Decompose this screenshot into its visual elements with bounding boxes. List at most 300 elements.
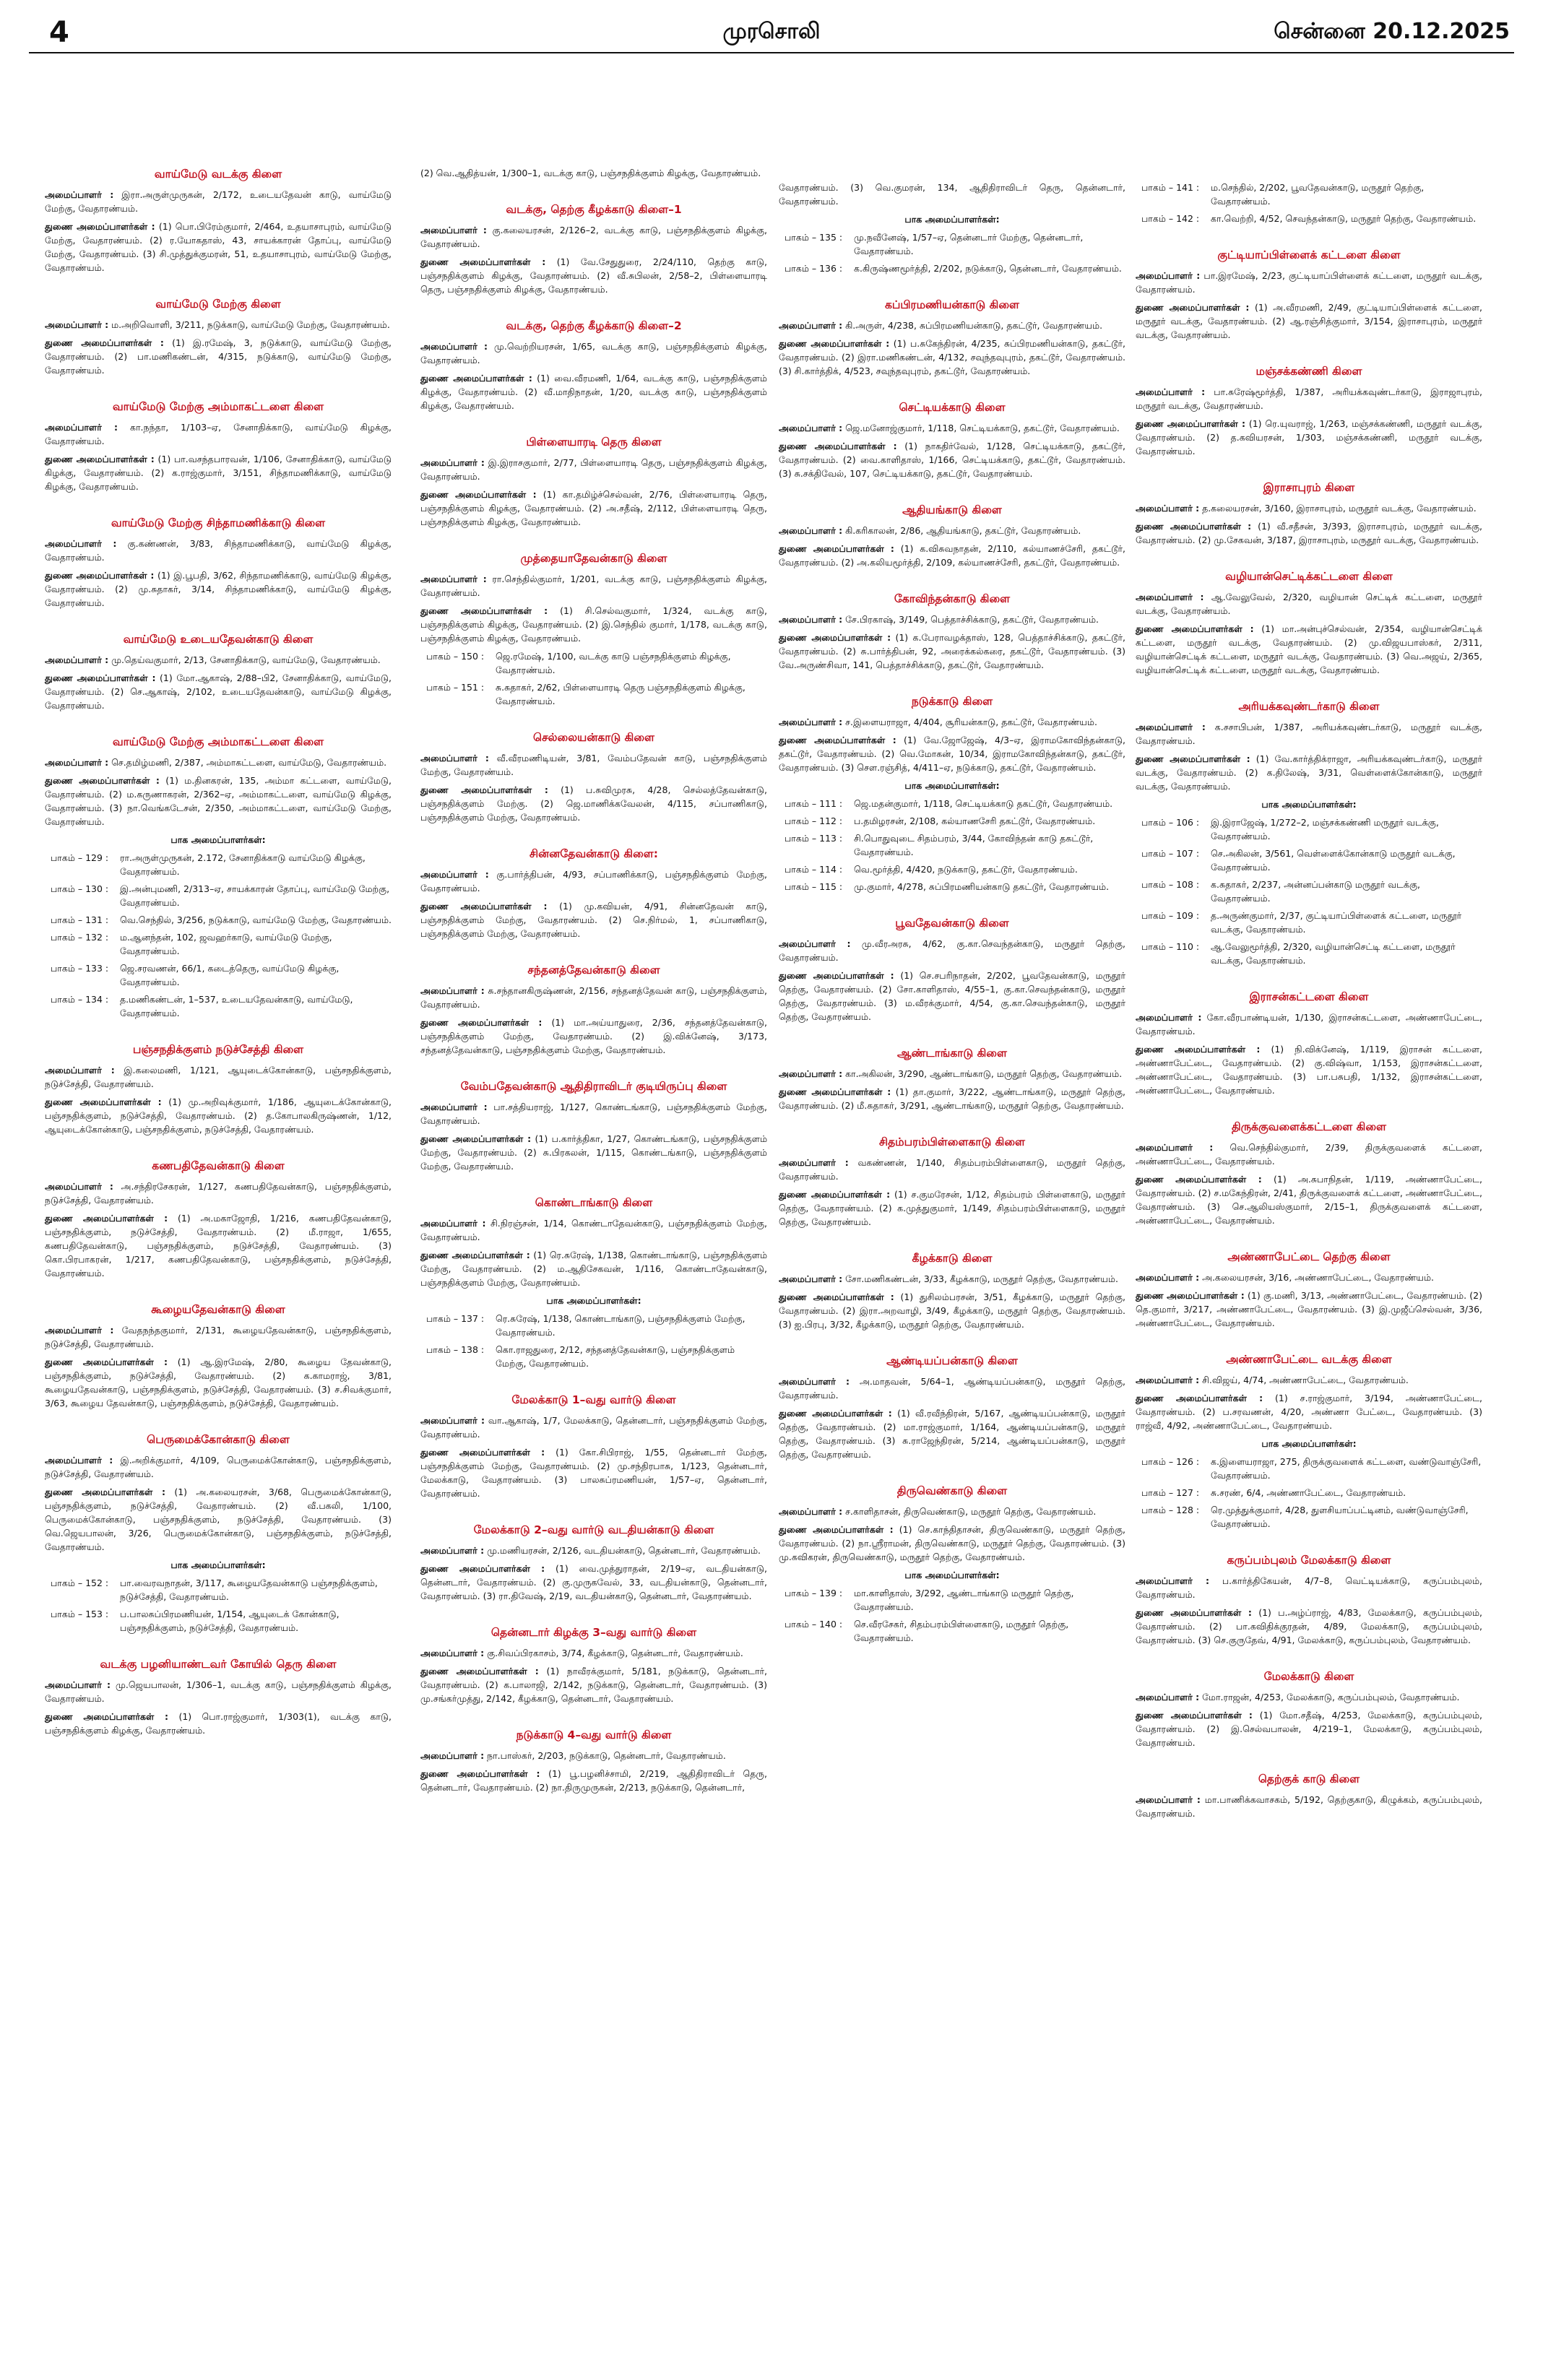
booth-heading: பாக அமைப்பாளர்கள்: [904, 780, 1000, 791]
booth-heading: பாக அமைப்பாளர்கள்: [904, 1570, 1000, 1580]
dateline: சென்னை 20.12.2025 [1274, 19, 1510, 44]
entry-label: துணை அமைப்பாளர்கள் : [45, 221, 155, 232]
branch-block [420, 1392, 767, 1500]
entry-text: (1) மு.கவியன், 4/91, சின்னதேவன் காடு, பஞ்சநதிக்குளம் மேற்கு, வேதாரண்யம். (2) செ.நிர்மல், 1, சப்பாணிகாடு, பஞ்சநதிக்குளம் மேற்கு, வேதாரண்யம். [420, 901, 767, 939]
entry-paragraph [1136, 1574, 1482, 1601]
branch-block [45, 166, 392, 274]
entry-text: (1) இ.ரமேஷ், 3, நடுக்காடு, வாய்மேடு மேற்கு, வேதாரண்யம். (2) பா.மணிகண்டன், 4/315, நடுக்காடு, வாய்மேடு மேற்கு, வேதாரண்யம். [45, 337, 392, 376]
entry-label: துணை அமைப்பாளர்கள் : [420, 1250, 530, 1260]
entry-text: இ.இராசகுமார், 2/77, பிள்ளையாரடி தெரு, பஞ்சநதிக்குளம் கிழக்கு, வேதாரண்யம். [420, 457, 767, 482]
entry-label: துணை அமைப்பாளர்கள் : [1136, 1174, 1262, 1185]
entry-text: பா.சுரேஷ்மூர்த்தி, 1/387, அரியக்கவுண்டர்காடு, இராஜாபுரம், மருதூர் வடக்கு, வேதாரண்யம். [1136, 386, 1482, 411]
entry-paragraph [45, 568, 392, 610]
entry-paragraph [420, 899, 767, 940]
booth-number: பாகம் – 126 : [1141, 1456, 1200, 1467]
entry-label: துணை அமைப்பாளர்கள் : [1136, 1710, 1253, 1721]
entry-text: க.சசாபிபன், 1/387, அரியக்கவுண்டர்காடு, மருதூர் வடக்கு, வேதாரண்யம். [1136, 722, 1482, 746]
booth-person: ரா.அருள்முருகன், 2.172, சேனாதிக்காடு வாய்மேடு கிழக்கு, வேதாரண்யம். [120, 852, 366, 877]
entry-text: (1) நி.விக்னேஷ், 1/119, இராசன் கட்டளை, அண்ணாபேட்டை, வேதாரண்யம். (2) கு.விஷ்வா, 1/153, இராசன்கட்டளை, அண்ணாபேட்டை, வேதாரண்யம். (3) பா.பசுபதி, 1/132, இராசன்கட்டளை, அண்ணாபேட்டை, வேதாரண்யம். [1136, 1044, 1482, 1096]
entry-text: சி.விஜய், 4/74, அண்ணாபேட்டை, வேதாரண்யம். [1202, 1375, 1409, 1385]
booth-row [1136, 181, 1482, 208]
entry-label: அமைப்பாளர் : [45, 538, 117, 549]
entry-paragraph [779, 733, 1125, 774]
entry-label: அமைப்பாளர் : [1136, 503, 1200, 514]
entry-label: அமைப்பாளர் : [1136, 1012, 1202, 1023]
entry-label: அமைப்பாளர் : [420, 985, 485, 996]
entry-paragraph [779, 181, 1125, 208]
entry-text: பா.சத்தியராஜ், 1/127, கொண்டங்காடு, பஞ்சநதிக்குளம் மேற்கு, வேதாரண்யம். [420, 1102, 767, 1126]
entry-label: துணை அமைப்பாளர்கள் : [1136, 302, 1250, 313]
branch-block [45, 296, 392, 377]
entry-text: இ.அறிக்குமார், 4/109, பெருமைக்கோன்காடு, பஞ்சநதிக்குளம், நடுச்சேத்தி, வேதாரண்யம். [45, 1455, 392, 1479]
entry-paragraph [1136, 622, 1482, 677]
entry-text: இரா.அருள்முருகன், 2/172, உடையதேவன் காடு, வாய்மேடு மேற்கு, வேதாரண்யம். [45, 189, 392, 214]
entry-paragraph [1136, 1793, 1482, 1820]
entry-label: அமைப்பாளர் : [45, 757, 109, 768]
entry-text: (1) கு.மணி, 3/13, அண்ணாபேட்டை, வேதாரண்யம். (2) தெ.குமார், 3/217, அண்ணாபேட்டை, வேதாரண்யம். (3) இ.முஜீப்செல்வன், 3/36, அண்ணாபேட்டை, வேதாரண்யம். [1136, 1290, 1482, 1328]
entry-label: அமைப்பாளர் : [420, 869, 489, 880]
entry-label: துணை அமைப்பாளர்கள் : [420, 373, 532, 384]
entry-text: செ.தமிழ்மணி, 2/387, அம்மாகட்டளை, வாய்மேடு, வேதாரண்யம். [111, 757, 387, 768]
booth-person: க.சுதாகர், 2/237, அன்னப்பன்காடு மருதூர் வடக்கு, வேதாரண்யம். [1211, 879, 1420, 904]
branch-block [1136, 568, 1482, 677]
booth-row [45, 961, 392, 989]
entry-paragraph [420, 1646, 767, 1660]
branch-block [1136, 698, 1482, 967]
entry-paragraph [420, 488, 767, 529]
entry-paragraph [1136, 1011, 1482, 1038]
entry-text: (1) ப.சுவிமுரசு, 4/28, செல்லத்தேவன்காடு, பஞ்சநதிக்குளம் மேற்கு. (2) ஜெ.மாணிக்கவேலன், 4/115, சப்பாணிகாடு, பஞ்சநதிக்குளம் மேற்கு, வேதாரண்யம். [420, 784, 767, 823]
booth-number: பாகம் – 115 : [785, 881, 843, 892]
entry-paragraph [779, 613, 1125, 626]
booth-number: பாகம் – 108 : [1141, 879, 1200, 890]
entry-text: (2) வெ.ஆதித்யன், 1/300–1, வடக்கு காடு, பஞ்சநதிக்குளம் கிழக்கு, வேதாரண்யம். [420, 168, 761, 178]
entry-paragraph [779, 1523, 1125, 1564]
entry-label: துணை அமைப்பாளர்கள் : [1136, 1044, 1261, 1055]
booth-person: ஜெ.ரமேஷ், 1/100, வடக்கு காடு பஞ்சநதிக்குளம் கிழக்கு, வேதாரண்யம். [496, 651, 731, 675]
entry-text: கு.பார்த்திபன், 4/93, சப்பாணிக்காடு, பஞ்சநதிக்குளம் மேற்கு, வேதாரண்யம். [420, 869, 767, 893]
booth-person: ம.செந்தில், 2/202, பூவதேவன்காடு, மருதூர் தெற்கு, வேதாரண்யம். [1211, 182, 1425, 207]
entry-text: சே.பிரகாஷ், 3/149, பெத்தாச்சிக்காடு, தகட்டூர், வேதாரண்யம். [845, 614, 1099, 625]
booth-number: பாகம் – 107 : [1141, 848, 1200, 859]
booth-heading: பாக அமைப்பாளர்கள்: [546, 1295, 641, 1306]
entry-label: அமைப்பாளர் : [45, 1325, 114, 1336]
branch-heading: திருக்குவளைக்கட்டளை கிளை [1231, 1120, 1387, 1133]
booth-row [420, 1343, 767, 1370]
branch-heading: மேலக்காடு 1–வது வார்டு கிளை [511, 1393, 676, 1406]
entry-paragraph [420, 166, 767, 180]
entry-label: துணை அமைப்பாளர்கள் : [420, 901, 548, 912]
booth-row [45, 992, 392, 1020]
branch-heading: செல்லையன்காடு கிளை [533, 731, 654, 744]
branch-heading: வாய்மேடு வடக்கு கிளை [154, 168, 282, 181]
booth-row [779, 261, 1125, 275]
branch-block [45, 1302, 392, 1410]
header-rule [29, 52, 1514, 53]
entry-label: அமைப்பாளர் : [420, 574, 487, 584]
booth-person: ரெ.சுரேஷ், 1/138, கொண்டாங்காடு, பஞ்சநதிக்குளம் மேற்கு, வேதாரண்யம். [496, 1313, 745, 1338]
branch-block [45, 1656, 392, 1737]
booth-person: ம.ஆனந்தன், 102, ஜவஹர்காடு, வாய்மேடு மேற்கு, வேதாரண்யம். [120, 932, 332, 956]
branch-heading: இராசன்கட்டளை கிளை [1249, 990, 1369, 1003]
entry-text: (1) வே.கார்த்திக்ராஜா, அரியக்கவுண்டர்காடு, மருதூர் வடக்கு, வேதாரண்யம். (2) க.திலேஷ், 3/31, வெள்ளைக்கோன்காடு, மருதூர் வடக்கு, வேதாரண்யம். [1136, 753, 1482, 792]
booth-row [45, 913, 392, 927]
booth-number: பாகம் – 134 : [51, 994, 109, 1005]
entry-paragraph [45, 537, 392, 564]
branch-heading: கப்பிரமணியன்காடு கிளை [884, 298, 1020, 311]
branch-heading: தெற்குக் காடு கிளை [1258, 1773, 1360, 1786]
entry-label: அமைப்பாளர் : [779, 717, 843, 727]
entry-label: அமைப்பாளர் : [779, 423, 843, 433]
entry-paragraph [420, 783, 767, 824]
entry-label: துணை அமைப்பாளர்கள் : [779, 441, 897, 451]
booth-number: பாகம் – 113 : [785, 833, 843, 844]
booth-number: பாகம் – 127 : [1141, 1487, 1200, 1498]
entry-paragraph [779, 1067, 1125, 1081]
entry-label: துணை அமைப்பாளர்கள் : [779, 1189, 891, 1200]
entry-text: மோ.ராஜன், 4/253, மேலக்காடு, கருப்பம்புலம், வேதாரண்யம். [1202, 1692, 1460, 1702]
booth-row [420, 649, 767, 677]
entry-label: அமைப்பாளர் : [1136, 1142, 1214, 1153]
entry-paragraph [779, 1187, 1125, 1229]
entry-label: துணை அமைப்பாளர்கள் : [45, 1711, 169, 1722]
booth-row [779, 1586, 1125, 1614]
booth-row [45, 1576, 392, 1604]
branch-block [1136, 181, 1482, 225]
booth-number: பாகம் – 150 : [426, 651, 485, 662]
entry-text: இ.கலைமணி, 1/121, ஆயுடைக்கோன்காடு, பஞ்சநதிக்குளம், நடுச்சேத்தி, வேதாரண்யம். [45, 1065, 392, 1089]
booth-person: ஜெ.சரவணன், 66/1, கடைத்தெரு, வாய்மேடு கிழக்கு, வேதாரண்யம். [120, 963, 340, 987]
booth-person: க.இளையராஜா, 275, திருக்குவளைக் கட்டளை, வண்டுவாஞ்சேரி, வேதாரண்யம். [1211, 1456, 1482, 1481]
entry-paragraph [45, 1710, 392, 1737]
booth-number: பாகம் – 130 : [51, 883, 109, 894]
entry-paragraph [420, 1216, 767, 1244]
branch-block [1136, 989, 1482, 1097]
booth-person: கொ.ராஜதுரை, 2/12, சந்தனத்தேவன்காடு, பஞ்சநதிக்குளம் மேற்கு, வேதாரண்யம். [496, 1344, 735, 1369]
booth-row [1136, 1486, 1482, 1500]
branch-block [420, 202, 767, 296]
branch-block [1136, 1552, 1482, 1647]
entry-label: அமைப்பாளர் : [45, 1065, 115, 1076]
branch-heading: பெருமைக்கோன்காடு கிளை [147, 1433, 290, 1446]
entry-text: (1) ச.ராஜ்குமார், 3/194, அண்ணாபேட்டை, வேதாரண்யம். (2) ப.சரவணன், 4/20, அண்ணா பேட்டை, வேதாரண்யம். (3) ராஜ்வீ, 4/92, அண்ணாபேட்டை, வேதாரண்யம். [1136, 1393, 1482, 1431]
booth-person: வெ.செந்தில், 3/256, நடுக்காடு, வாய்மேடு மேற்கு, வேதாரண்யம். [120, 914, 392, 925]
entry-label: துணை அமைப்பாளர்கள் : [45, 570, 155, 581]
branch-block [779, 1353, 1125, 1461]
entry-paragraph [420, 1016, 767, 1057]
booth-number: பாகம் – 110 : [1141, 941, 1200, 952]
booth-person: ரெ.முத்துக்குமார், 4/28, துளசியாப்பட்டினம், வண்டுவாஞ்சேரி, வேதாரண்யம். [1211, 1505, 1469, 1529]
branch-heading: நடுக்காடு கிளை [911, 695, 993, 708]
entry-paragraph [420, 1132, 767, 1173]
entry-text: ப.கார்த்திகேயன், 4/7–8, வெட்டியக்காடு, கருப்பம்புலம், வேதாரண்யம். [1136, 1575, 1482, 1600]
entry-text: (1) வை.முத்துராதன், 2/19–ஏ, வடதியன்காடு, தென்னடார், வேதாரண்யம். (2) கு.முருகவேல், 33, வடதியன்காடு, தென்னடார், வேதாரண்யம். (3) ரா.திவேஷ், 2/19, வடதியன்காடு, தென்னடார், வேதாரண்யம். [420, 1563, 767, 1601]
entry-paragraph [45, 774, 392, 828]
entry-label: துணை அமைப்பாளர்கள் : [420, 1133, 532, 1144]
entry-label: துணை அமைப்பாளர்கள் : [45, 1096, 162, 1107]
entry-label: துணை அமைப்பாளர்கள் : [1136, 418, 1245, 429]
entry-paragraph [420, 1562, 767, 1603]
entry-paragraph [1136, 1708, 1482, 1749]
entry-text: (1) வே.சேதுதுரை, 2/24/110, தெற்கு காடு, பஞ்சநதிக்குளம் கிழக்கு, வேதாரண்யம். (2) வீ.சுபிலன், 2/58–2, பிள்ளையாரடி தெரு, பஞ்சநதிக்குளம் கிழக்கு, வேதாரண்யம். [420, 256, 767, 295]
entry-text: ச.இளையராஜா, 4/404, சூரியன்காடு, தகட்டூர், வேதாரண்யம். [845, 717, 1097, 727]
booth-number: பாகம் – 151 : [426, 682, 485, 693]
booth-person: சு.சுதாகர், 2/62, பிள்ளையாரடி தெரு பஞ்சநதிக்குளம் கிழக்கு, வேதாரண்யம். [496, 682, 745, 706]
branch-block [779, 1483, 1125, 1645]
entry-label: துணை அமைப்பாளர்கள் : [779, 1408, 892, 1419]
branch-block [420, 846, 767, 940]
booth-row [779, 880, 1125, 893]
column-2 [420, 166, 767, 1816]
entry-text: (1) அ.வீரமணி, 2/49, குட்டியாப்பிள்ளைக் கட்டளை, மருதூர் வடக்கு, வேதாரண்யம். (2) ஆ.ரஞ்சித்குமார், 3/154, இராசாபுரம், மருதூர் வடக்கு, வேதாரண்யம். [1136, 302, 1482, 340]
entry-paragraph [420, 255, 767, 296]
entry-label: அமைப்பாளர் : [420, 1648, 485, 1658]
entry-paragraph [779, 542, 1125, 569]
entry-text: (1) மோ.சதீஷ், 4/253, மேலக்காடு, கருப்பம்புலம், வேதாரண்யம். (2) இ.செல்வபாலன், 4/219–1, மேலக்காடு, கருப்பம்புலம், வேதாரண்யம். [1136, 1710, 1482, 1748]
entry-label: அமைப்பாளர் : [779, 525, 843, 536]
booth-person: இ.இராஜேஷ், 1/272–2, மஞ்சக்கண்ணி மருதூர் வடக்கு, வேதாரண்யம். [1211, 817, 1439, 841]
branch-block [420, 1195, 767, 1370]
booth-row [1136, 940, 1482, 967]
entry-text: (1) மா.அன்புச்செல்வன், 2/354, வழியான்செட்டிக் கட்டளை, மருதூர் வடக்கு, வேதாரண்யம். (2) மு.விஜயபாஸ்கர், 2/311, வழியான்செட்டிக் கட்டளை, மருதூர் வடக்கு, வேதாரண்யம். (3) வெ.அஜய், 2/365, வழியான்செட்டிக் கட்டளை, மருதூர் வடக்கு, வேதாரண்யம். [1136, 623, 1482, 675]
entry-text: வா.ஆகாஷ், 1/7, மேலக்காடு, தென்னடார், பஞ்சநதிக்குளம் மேற்கு, வேதாரண்யம். [420, 1415, 768, 1440]
booth-person: வெ.மூர்த்தி, 4/420, நடுக்காடு, தகட்டூர், வேதாரண்யம். [854, 864, 1078, 875]
branch-heading: சந்தனத்தேவன்காடு கிளை [527, 964, 660, 977]
branch-heading: இராசாபுரம் கிளை [1263, 481, 1355, 494]
booth-number: பாகம் – 129 : [51, 852, 109, 863]
entry-text: (1) சி.செல்வகுமார், 1/324, வடக்கு காடு, பஞ்சநதிக்குளம் கிழக்கு, வேதாரண்யம். (2) இ.செந்தில் குமார், 1/178, வடக்கு காடு, பஞ்சநதிக்குளம் கிழக்கு, வேதாரண்யம். [420, 605, 768, 644]
entry-text: (1) வீ.சதீசன், 3/393, இராசாபுரம், மருதூர் வடக்கு, வேதாரண்யம். (2) மு.சேகவன், 3/187, இராசாபுரம், மருதூர் வடக்கு, வேதாரண்யம். [1136, 521, 1482, 545]
entry-text: (1) பொ.பிரேம்குமார், 2/464, உதயாசாபுரம், வாய்மேடு மேற்கு, வேதாரண்யம். (2) ர.யோகதாஸ், 43, சாயக்காரன் தோப்பு, வாய்மேடு மேற்கு, வேதாரண்யம். (3) சி.முத்துக்குமரன், 51, உதயாசாபுரம், வாய்மேடு மேற்கு, வேதாரண்யம். [45, 221, 392, 273]
branch-block [1136, 480, 1482, 547]
entry-paragraph [779, 1505, 1125, 1518]
column-1 [45, 166, 392, 1759]
entry-text: (1) ஆ.இரமேஷ், 2/80, கூழைய தேவன்காடு, பஞ்சநதிக்குளம், நடுச்சேத்தி, வேதாரண்யம். (2) க.காமராஜ், 3/81, கூழையதேவன்காடு, பஞ்சநதிக்குளம், நடுச்சேத்தி, வேதாரண்யம். (3) ச.சிவக்குமார், 3/63, கூழைய தேவன்காடு, பஞ்சநதிக்குளம், நடுச்சேத்தி, வேதாரண்யம். [45, 1356, 392, 1408]
entry-label: அமைப்பாளர் : [1136, 270, 1201, 281]
entry-label: அமைப்பாளர் : [45, 319, 109, 330]
entry-label: அமைப்பாளர் : [779, 320, 843, 331]
branch-block [45, 631, 392, 712]
booth-person: இ.அன்புமணி, 2/313–ஏ, சாயக்காரன் தோப்பு, வாய்மேடு மேற்கு, வேதாரண்யம். [120, 883, 390, 908]
entry-text: ரா.செந்தில்குமார், 1/201, வடக்கு காடு, பஞ்சநதிக்குளம் கிழக்கு, வேதாரண்யம். [420, 574, 767, 598]
booth-row [45, 1607, 392, 1635]
branch-heading: ஆண்டியப்பன்காடு கிளை [886, 1354, 1018, 1367]
booth-person: சு.சரண், 6/4, அண்ணாபேட்டை, வேதாரண்யம். [1211, 1487, 1406, 1498]
booth-number: பாகம் – 133 : [51, 963, 109, 974]
entry-text: ஆ.வேலுவேல், 2/320, வழியான் செட்டிக் கட்டளை, மருதூர் வடக்கு, வேதாரண்யம். [1136, 592, 1482, 616]
entry-paragraph [1136, 1271, 1482, 1284]
entry-paragraph [45, 653, 392, 667]
entry-label: துணை அமைப்பாளர்கள் : [420, 256, 546, 267]
booth-number: பாகம் – 137 : [426, 1313, 485, 1324]
entry-paragraph [420, 751, 767, 779]
entry-paragraph [420, 1664, 767, 1705]
entry-text: (1) ம.தினகரன், 135, அம்மா கட்டளை, வாய்மேடு, வேதாரண்யம். (2) ம.கருணாகரன், 2/362–ஏ, அம்மாகட்டளை, வாய்மேடு கிழக்கு, வேதாரண்யம். (3) நா.வெங்கடேசன், 2/350, அம்மாகட்டளை, வாய்மேடு மேற்கு, வேதாரண்யம். [45, 775, 392, 827]
branch-heading: நடுக்காடு 4–வது வார்டு கிளை [516, 1728, 672, 1741]
entry-paragraph [1136, 752, 1482, 793]
entry-paragraph [45, 188, 392, 215]
entry-text: மு.ஜெயபாலன், 1/306–1, வடக்கு காடு, பஞ்சநதிக்குளம் கிழக்கு, வேதாரண்யம். [45, 1679, 392, 1704]
entry-paragraph [779, 1156, 1125, 1183]
branch-block [779, 915, 1125, 1024]
entry-label: துணை அமைப்பாளர்கள் : [420, 1563, 545, 1574]
booth-row [1136, 815, 1482, 843]
entry-paragraph [45, 1180, 392, 1207]
entry-label: துணை அமைப்பாளர்கள் : [45, 454, 155, 464]
booth-number: பாகம் – 112 : [785, 815, 843, 826]
entry-text: கு.கலையரசன், 2/126–2, வடக்கு காடு, பஞ்சநதிக்குளம் கிழக்கு, வேதாரண்யம். [420, 225, 768, 249]
entry-text: (1) வீ.ரவீந்திரன், 5/167, ஆண்டியப்பன்காடு, மருதூர் தெற்கு, வேதாரண்யம். (2) மா.ராஜ்குமார், 1/164, ஆண்டியப்பன்காடு, மருதூர் தெற்கு, வேதாரண்யம். (3) சு.ராஜேந்திரன், 5/214, ஆண்டியப்பன்காடு, மருதூர் தெற்கு, வேதாரண்யம். [779, 1408, 1125, 1460]
entry-text: (1) அ.சுபாநிதன், 1/119, அண்ணாபேட்டை, வேதாரண்யம். (2) ச.மகேந்திரன், 2/41, திருக்குவளைக் கட்டளை, அண்ணாபேட்டை, வேதாரண்யம். (3) செ.ஆலியஸ்குமார், 2/15–1, திருக்குவளைக் கட்டளை, அண்ணாபேட்டை, வேதாரண்யம். [1136, 1174, 1482, 1226]
branch-block [45, 734, 392, 1020]
entry-text: (1) மு.அறிவுக்குமார், 1/186, ஆயுடைக்கோன்காடு, பஞ்சநதிக்குளம், நடுச்சேத்தி, வேதாரண்யம். (2) த.கோபாலகிருஷ்ணன், 1/12, ஆயுடைக்கோன்காடு, பஞ்சநதிக்குளம், நடுச்சேத்தி, வேதாரண்யம். [45, 1096, 392, 1135]
entry-paragraph [45, 1453, 392, 1481]
branch-block [779, 1134, 1125, 1229]
entry-text: (1) செ.காந்திதாசன், திருவெண்காடு, மருதூர் தெற்கு, வேதாரண்யம். (2) நா.ஸ்ரீராமன், திருவெண்காடு, மருதூர் தெற்கு, வேதாரண்யம். (3) மு.கவிகரன், திருவெண்காடு, மருதூர் தெற்கு, வேதாரண்யம். [779, 1524, 1125, 1562]
entry-label: அமைப்பாளர் : [1136, 592, 1204, 602]
booth-person: த.அருண்குமார், 2/37, குட்டியாப்பிள்ளைக் கட்டளை, மருதூர் வடக்கு, வேதாரண்யம். [1211, 910, 1462, 935]
entry-label: துணை அமைப்பாளர்கள் : [1136, 521, 1252, 532]
entry-text: (1) ரெ.சுரேஷ், 1/138, கொண்டாங்காடு, பஞ்சநதிக்குளம் மேற்கு, வேதாரண்யம். (2) ம.ஆதிசேகவன், 1/116, கொண்டாதேவன்காடு, பஞ்சநதிக்குளம் மேற்கு, வேதாரண்யம். [420, 1250, 768, 1288]
entry-label: அமைப்பாளர் : [1136, 1375, 1200, 1385]
branch-block [420, 730, 767, 824]
booth-person: மு.நவீனேஷ், 1/57–ஏ, தென்னடார் மேற்கு, தென்னடார், வேதாரண்யம். [854, 232, 1084, 256]
entry-text: கோ.வீரபாண்டியன், 1/130, இராசன்கட்டளை, அண்ணாபேட்டை, வேதாரண்யம். [1136, 1012, 1482, 1037]
branch-block [1136, 1249, 1482, 1330]
entry-label: துணை அமைப்பாளர்கள் : [420, 489, 537, 500]
entry-text: கு.கண்ணன், 3/83, சிந்தாமணிக்காடு, வாய்மேடு கிழக்கு, வேதாரண்யம். [45, 538, 392, 563]
entry-paragraph [420, 572, 767, 600]
entry-label: அமைப்பாளர் : [420, 341, 488, 352]
entry-text: (1) ரெ.யுவராஜ், 1/263, மஞ்சக்கண்ணி, மருதூர் வடக்கு, வேதாரண்யம். (2) த.கவியரசன், 1/303, மஞ்சக்கண்ணி, மருதூர் வடக்கு, வேதாரண்யம். [1136, 418, 1482, 456]
entry-text: (1) மோ.ஆகாஷ், 2/88–பி2, சேனாதிக்காடு, வாய்மேடு, வேதாரண்யம். (2) செ.ஆகாஷ், 2/102, உடையதேவன்காடு, வாய்மேடு கிழக்கு, வேதாரண்யம். [45, 672, 392, 711]
entry-paragraph [420, 1767, 767, 1794]
branch-block [420, 1522, 767, 1603]
branch-heading: செட்டியக்காடு கிளை [899, 401, 1006, 414]
branch-heading: தென்னடார் கிழக்கு 3–வது வார்டு கிளை [490, 1626, 697, 1639]
branch-block [420, 434, 767, 529]
entry-label: துணை அமைப்பாளர்கள் : [1136, 1607, 1252, 1618]
entry-text: மு.வெற்றியரசன், 1/65, வடக்கு காடு, பஞ்சநதிக்குளம் கிழக்கு, வேதாரண்யம். [420, 341, 767, 365]
entry-paragraph [1136, 501, 1482, 515]
entry-text: சோ.மணிகண்டன், 3/33, கீழக்காடு, மருதூர் தெற்கு, வேதாரண்யம். [845, 1273, 1118, 1284]
entry-text: த.கலையரசன், 3/160, இராசாபுரம், மருதூர் வடக்கு, வேதாரண்யம். [1202, 503, 1477, 514]
booth-person: ப.பாலசுப்பிரமணியன், 1/154, ஆயுடைக் கோன்காடு, பஞ்சநதிக்குளம், நடுச்சேத்தி, வேதாரண்யம். [120, 1609, 340, 1633]
branch-heading: பிள்ளையாரடி தெரு கிளை [526, 436, 662, 449]
booth-heading: பாக அமைப்பாளர்கள்: [904, 214, 1000, 225]
branch-block [779, 693, 1125, 893]
entry-text: (1) நாவீரக்குமார், 5/181, நடுக்காடு, தென்னடார், வேதாரண்யம். (2) க.பாலாஜி, 2/142, நடுக்காடு, தென்னடார், வேதாரண்யம். (3) மு.சங்கர்முத்து, 2/142, கீழக்காடு, தென்னடார், வேதாரண்யம். [420, 1666, 768, 1704]
branch-block [45, 399, 392, 493]
entry-label: அமைப்பாளர் : [420, 225, 487, 235]
booth-number: பாகம் – 132 : [51, 932, 109, 943]
booth-person: ஆ.வேலுமூர்த்தி, 2/320, வழியான்செட்டி கட்டளை, மருதூர் வடக்கு, வேதாரண்யம். [1211, 941, 1456, 966]
branch-block [420, 318, 767, 412]
booth-row [779, 831, 1125, 859]
booth-heading: பாக அமைப்பாளர்கள்: [1261, 799, 1357, 810]
entry-text: (1) இ.பூபதி, 3/62, சிந்தாமணிக்காடு, வாய்மேடு கிழக்கு, வேதாரண்யம். (2) மு.சுதாகர், 3/14, சிந்தாமணிக்காடு, வாய்மேடு கிழக்கு, வேதாரண்யம். [45, 570, 392, 608]
entry-text: (1) ப.அழ்ப்ராஜ், 4/83, மேலக்காடு, கருப்பம்புலம், வேதாரண்யம். (2) பா.கவிதிக்குரதன், 4/89, மேலக்காடு, கருப்பம்புலம், வேதாரண்யம். (3) செ.குருதேவ், 4/91, மேலக்காடு, கருப்பம்புலம், வேதாரண்யம். [1136, 1607, 1482, 1645]
booth-row [1136, 1503, 1482, 1531]
entry-label: அமைப்பாளர் : [420, 1415, 485, 1426]
branch-heading: வடக்கு, தெற்கு கீழக்காடு கிளை–1 [506, 203, 682, 216]
booth-row [420, 1312, 767, 1339]
booth-number: பாகம் – 139 : [785, 1588, 843, 1598]
branch-block [45, 515, 392, 610]
booth-row [779, 1617, 1125, 1645]
column-4 [1136, 181, 1482, 1842]
entry-paragraph [45, 1678, 392, 1705]
branch-block [420, 166, 767, 180]
branch-heading: கூழையதேவன்காடு கிளை [151, 1303, 285, 1316]
entry-text: வேதாரண்யம். (3) வெ.குமரன், 134, ஆதிதிராவிடர் தெரு, தென்னடார், வேதாரண்யம். [779, 182, 1125, 207]
entry-label: அமைப்பாளர் : [45, 422, 118, 433]
branch-block [779, 502, 1125, 569]
branch-heading: கொண்டாங்காடு கிளை [535, 1196, 653, 1209]
branch-heading: அரியக்கவுண்டர்காடு கிளை [1238, 700, 1380, 713]
entry-text: ம.அறிவொளி, 3/211, நடுக்காடு, வாய்மேடு மேற்கு, வேதாரண்யம். [111, 319, 390, 330]
booth-heading: பாக அமைப்பாளர்கள்: [170, 834, 266, 845]
entry-label: அமைப்பாளர் : [45, 1455, 113, 1466]
entry-paragraph [779, 937, 1125, 964]
entry-paragraph [420, 604, 767, 645]
entry-text: மு.மணியரசன், 2/126, வடதியன்காடு, தென்னடார், வேதாரண்யம். [487, 1545, 761, 1556]
entry-label: துணை அமைப்பாளர்கள் : [779, 1524, 894, 1535]
entry-text: (1) பூ.பழனிச்சாமி, 2/219, ஆதிதிராவிடர் தெரு, தென்னடார், வேதாரண்யம். (2) நா.திருமுருகன், 2/213, நடுக்காடு, தென்னடார், [420, 1768, 767, 1793]
entry-text: (1) கா.தமிழ்ச்செல்வன், 2/76, பிள்ளையாரடி தெரு, பஞ்சநதிக்குளம் கிழக்கு, வேதாரண்யம். (2) அ.சதீஷ், 2/112, பிள்ளையாரடி தெரு, பஞ்சநதிக்குளம் கிழக்கு, வேதாரண்யம். [420, 489, 767, 527]
entry-label: அமைப்பாளர் : [420, 1102, 488, 1112]
branch-heading: திருவெண்காடு கிளை [896, 1484, 1008, 1497]
entry-paragraph [1136, 385, 1482, 412]
entry-paragraph [45, 1063, 392, 1091]
entry-text: வகண்ணன், 1/140, சிதம்பரம்பிள்ளைகாடு, மருதூர் தெற்கு, வேதாரண்யம். [779, 1157, 1125, 1182]
entry-paragraph [779, 969, 1125, 1024]
booth-person: கா.வெற்றி, 4/52, செவந்தன்காடு, மருதூர் தெற்கு, வேதாரண்யம். [1211, 213, 1477, 224]
entry-text: மு.வீரஅரசு, 4/62, கு.கா.செவந்தன்காடு, மருதூர் தெற்கு, வேதாரண்யம். [779, 938, 1125, 963]
branch-heading: வடக்கு, தெற்கு கீழக்காடு கிளை–2 [506, 319, 682, 332]
entry-paragraph [420, 984, 767, 1011]
entry-paragraph [1136, 1172, 1482, 1227]
entry-text: (1) க.பேராவழக்தாஸ், 128, பெத்தாச்சிக்காடு, தகட்டூர், வேதாரண்யம். (2) சு.பார்த்திபன், 92, அரைக்கல்கரை, தகட்டூர், வேதாரண்யம். (3) வே.அருண்சிவா, 141, பெத்தாச்சிக்காடு, தகட்டூர், வேதாரண்யம். [779, 632, 1125, 670]
entry-label: துணை அமைப்பாளர்கள் : [779, 735, 896, 745]
entry-paragraph [1136, 1289, 1482, 1330]
booth-number: பாகம் – 141 : [1141, 182, 1200, 193]
entry-paragraph [779, 1290, 1125, 1331]
entry-paragraph [1136, 1141, 1482, 1168]
entry-paragraph [779, 319, 1125, 332]
entry-text: (1) தா.குமார், 3/222, ஆண்டாங்காடு, மருதூர் தெற்கு, வேதாரண்யம். (2) மீ.சுதாகர், 3/291, ஆண்டாங்காடு, மருதூர் தெற்கு, வேதாரண்யம். [779, 1086, 1125, 1111]
entry-text: அ.மாதவன், 5/64–1, ஆண்டியப்பன்காடு, மருதூர் தெற்கு, வேதாரண்யம். [779, 1376, 1125, 1401]
entry-paragraph [1136, 417, 1482, 458]
entry-label: துணை அமைப்பாளர்கள் : [1136, 1290, 1245, 1301]
entry-paragraph [420, 223, 767, 251]
entry-label: துணை அமைப்பாளர்கள் : [420, 1017, 543, 1028]
entry-paragraph [779, 715, 1125, 729]
branch-block [779, 1045, 1125, 1112]
entry-label: அமைப்பாளர் : [779, 1273, 843, 1284]
entry-label: அமைப்பாளர் : [1136, 1575, 1209, 1586]
entry-text: ஜெ.மனோஜ்குமார், 1/118, செட்டியக்காடு, தகட்டூர், வேதாரண்யம். [845, 423, 1120, 433]
masthead [29, 13, 1514, 53]
booth-person: சி.பொதுவுடை சிதம்பரம், 3/44, கோவிந்தன் காடு தகட்டூர், வேதாரண்யம். [854, 833, 1094, 857]
booth-person: மு.குமார், 4/278, சுப்பிரமணியன்காடு தகட்டூர், வேதாரண்யம். [854, 881, 1110, 892]
booth-number: பாகம் – 135 : [785, 232, 843, 243]
entry-label: அமைப்பாளர் : [1136, 1794, 1201, 1805]
branch-heading: வடக்கு பழனியாண்டவர் கோயில் தெரு கிளை [100, 1658, 337, 1671]
entry-text: மு.தெய்வகுமார், 2/13, சேனாதிக்காடு, வாய்மேடு, வேதாரண்யம். [111, 654, 381, 665]
entry-paragraph [45, 452, 392, 493]
entry-paragraph [1136, 1690, 1482, 1704]
